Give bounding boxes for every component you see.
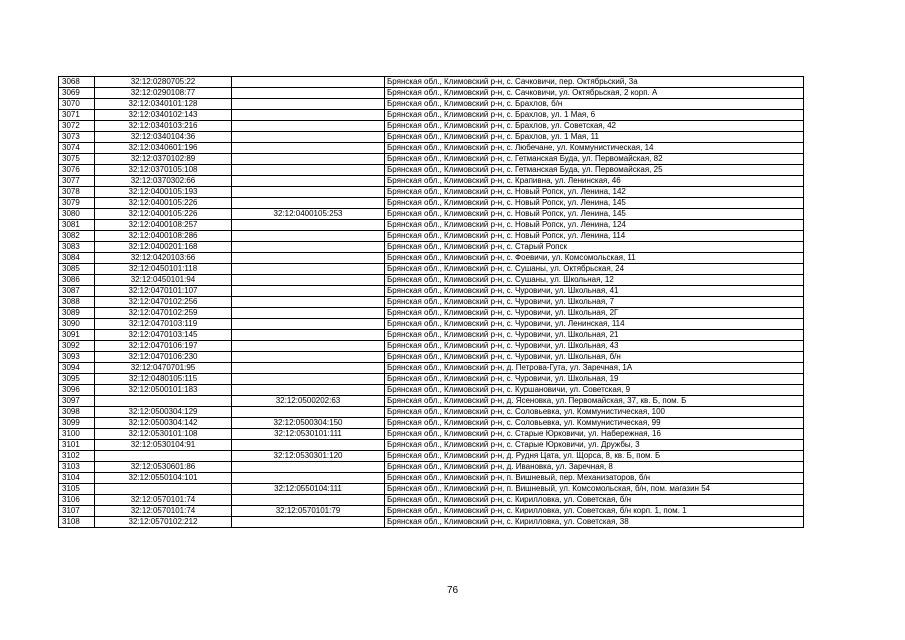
table-row bbox=[59, 473, 804, 484]
cadastral-number-cell: 32:12:0340103:216 bbox=[95, 121, 232, 132]
row-number-cell: 3072 bbox=[59, 121, 95, 132]
cadastral-number-cell bbox=[95, 396, 232, 407]
related-cadastral-number-cell bbox=[232, 121, 385, 132]
table-row bbox=[59, 429, 804, 440]
table-row bbox=[59, 242, 804, 253]
row-number-cell: 3086 bbox=[59, 275, 95, 286]
address-cell: Брянская обл., Климовский р-н, с. Старые Юрковичи, ул. Дружбы, 3 bbox=[385, 440, 804, 451]
row-number-cell: 3108 bbox=[59, 517, 95, 528]
row-number-cell: 3098 bbox=[59, 407, 95, 418]
related-cadastral-number-cell bbox=[232, 275, 385, 286]
cadastral-number-cell: 32:12:0470102:259 bbox=[95, 308, 232, 319]
address-cell: Брянская обл., Климовский р-н, д. Рудня Цата, ул. Щорса, 8, кв. Б, пом. Б bbox=[385, 451, 804, 462]
cadastral-number-cell: 32:12:0470101:107 bbox=[95, 286, 232, 297]
table-row bbox=[59, 231, 804, 242]
related-cadastral-number-cell: 32:12:0570101:79 bbox=[232, 506, 385, 517]
address-cell: Брянская обл., Климовский р-н, с. Соловьевка, ул. Коммунистическая, 99 bbox=[385, 418, 804, 429]
table-row bbox=[59, 253, 804, 264]
cadastral-number-cell: 32:12:0530104:91 bbox=[95, 440, 232, 451]
table-row bbox=[59, 132, 804, 143]
address-cell: Брянская обл., Климовский р-н, с. Кирилловка, ул. Советская, б/н корп. 1, пом. 1 bbox=[385, 506, 804, 517]
related-cadastral-number-cell bbox=[232, 165, 385, 176]
cadastral-number-cell: 32:12:0470106:197 bbox=[95, 341, 232, 352]
address-cell: Брянская обл., Климовский р-н, с. Чуровичи, ул. Школьная, 43 bbox=[385, 341, 804, 352]
address-cell: Брянская обл., Климовский р-н, с. Куршановичи, ул. Советская, 9 bbox=[385, 385, 804, 396]
related-cadastral-number-cell bbox=[232, 495, 385, 506]
row-number-cell: 3071 bbox=[59, 110, 95, 121]
row-number-cell: 3091 bbox=[59, 330, 95, 341]
table-row bbox=[59, 264, 804, 275]
row-number-cell: 3087 bbox=[59, 286, 95, 297]
row-number-cell: 3073 bbox=[59, 132, 95, 143]
related-cadastral-number-cell bbox=[232, 198, 385, 209]
row-number-cell: 3084 bbox=[59, 253, 95, 264]
address-cell: Брянская обл., Климовский р-н, д. Ивановка, ул. Заречная, 8 bbox=[385, 462, 804, 473]
cadastral-number-cell: 32:12:0400105:193 bbox=[95, 187, 232, 198]
cadastral-number-cell: 32:12:0280705:22 bbox=[95, 77, 232, 88]
cadastral-number-cell: 32:12:0500304:129 bbox=[95, 407, 232, 418]
related-cadastral-number-cell: 32:12:0400105:253 bbox=[232, 209, 385, 220]
address-cell: Брянская обл., Климовский р-н, с. Новый Ропск, ул. Ленина, 124 bbox=[385, 220, 804, 231]
address-cell: Брянская обл., Климовский р-н, с. Брахлов, ул. Советская, 42 bbox=[385, 121, 804, 132]
address-cell: Брянская обл., Климовский р-н, с. Чуровичи, ул. Школьная, 41 bbox=[385, 286, 804, 297]
table-row bbox=[59, 418, 804, 429]
cadastral-number-cell: 32:12:0340104:36 bbox=[95, 132, 232, 143]
address-cell: Брянская обл., Климовский р-н, с. Сушаны, ул. Октябрьская, 24 bbox=[385, 264, 804, 275]
row-number-cell: 3074 bbox=[59, 143, 95, 154]
cadastral-number-cell: 32:12:0470106:230 bbox=[95, 352, 232, 363]
related-cadastral-number-cell bbox=[232, 187, 385, 198]
cadastral-number-cell: 32:12:0500304:142 bbox=[95, 418, 232, 429]
table-row bbox=[59, 286, 804, 297]
row-number-cell: 3083 bbox=[59, 242, 95, 253]
table-row bbox=[59, 451, 804, 462]
table-row bbox=[59, 319, 804, 330]
table-row bbox=[59, 440, 804, 451]
address-cell: Брянская обл., Климовский р-н, с. Чуровичи, ул. Школьная, 7 bbox=[385, 297, 804, 308]
row-number-cell: 3105 bbox=[59, 484, 95, 495]
table-row bbox=[59, 99, 804, 110]
address-cell: Брянская обл., Климовский р-н, с. Чуровичи, ул. Школьная, 21 bbox=[385, 330, 804, 341]
related-cadastral-number-cell: 32:12:0500304:150 bbox=[232, 418, 385, 429]
related-cadastral-number-cell bbox=[232, 154, 385, 165]
row-number-cell: 3081 bbox=[59, 220, 95, 231]
table-row bbox=[59, 154, 804, 165]
cadastral-number-cell: 32:12:0570102:212 bbox=[95, 517, 232, 528]
table-row bbox=[59, 396, 804, 407]
address-cell: Брянская обл., Климовский р-н, с. Сачковичи, пер. Октябрьский, 3а bbox=[385, 77, 804, 88]
table-row bbox=[59, 165, 804, 176]
address-cell: Брянская обл., Климовский р-н, с. Крапивна, ул. Ленинская, 46 bbox=[385, 176, 804, 187]
table-row bbox=[59, 297, 804, 308]
table-row bbox=[59, 209, 804, 220]
row-number-cell: 3078 bbox=[59, 187, 95, 198]
cadastral-number-cell: 32:12:0570101:74 bbox=[95, 495, 232, 506]
related-cadastral-number-cell bbox=[232, 99, 385, 110]
table-row bbox=[59, 77, 804, 88]
row-number-cell: 3092 bbox=[59, 341, 95, 352]
table-row bbox=[59, 143, 804, 154]
cadastral-number-cell bbox=[95, 451, 232, 462]
property-register-table bbox=[58, 76, 804, 528]
related-cadastral-number-cell bbox=[232, 440, 385, 451]
address-cell: Брянская обл., Климовский р-н, с. Новый Ропск, ул. Ленина, 114 bbox=[385, 231, 804, 242]
cadastral-number-cell: 32:12:0400108:286 bbox=[95, 231, 232, 242]
cadastral-number-cell: 32:12:0470103:145 bbox=[95, 330, 232, 341]
cadastral-number-cell: 32:12:0370302:66 bbox=[95, 176, 232, 187]
row-number-cell: 3070 bbox=[59, 99, 95, 110]
table-row bbox=[59, 462, 804, 473]
row-number-cell: 3080 bbox=[59, 209, 95, 220]
cadastral-number-cell: 32:12:0370105:108 bbox=[95, 165, 232, 176]
address-cell: Брянская обл., Климовский р-н, с. Новый Ропск, ул. Ленина, 145 bbox=[385, 198, 804, 209]
related-cadastral-number-cell bbox=[232, 220, 385, 231]
table-row bbox=[59, 220, 804, 231]
cadastral-number-cell: 32:12:0340102:143 bbox=[95, 110, 232, 121]
row-number-cell: 3099 bbox=[59, 418, 95, 429]
address-cell: Брянская обл., Климовский р-н, с. Чуровичи, ул. Школьная, 19 bbox=[385, 374, 804, 385]
related-cadastral-number-cell bbox=[232, 77, 385, 88]
cadastral-number-cell: 32:12:0470102:256 bbox=[95, 297, 232, 308]
row-number-cell: 3102 bbox=[59, 451, 95, 462]
related-cadastral-number-cell bbox=[232, 132, 385, 143]
related-cadastral-number-cell bbox=[232, 462, 385, 473]
related-cadastral-number-cell: 32:12:0500202:63 bbox=[232, 396, 385, 407]
table-row bbox=[59, 330, 804, 341]
row-number-cell: 3069 bbox=[59, 88, 95, 99]
table-row bbox=[59, 88, 804, 99]
related-cadastral-number-cell bbox=[232, 297, 385, 308]
cadastral-number-cell: 32:12:0370102:89 bbox=[95, 154, 232, 165]
cadastral-number-cell: 32:12:0550104:101 bbox=[95, 473, 232, 484]
address-cell: Брянская обл., Климовский р-н, с. Соловьевка, ул. Коммунистическая, 100 bbox=[385, 407, 804, 418]
address-cell: Брянская обл., Климовский р-н, с. Брахлов, ул. 1 Мая, 11 bbox=[385, 132, 804, 143]
related-cadastral-number-cell bbox=[232, 473, 385, 484]
address-cell: Брянская обл., Климовский р-н, с. Новый Ропск, ул. Ленина, 142 bbox=[385, 187, 804, 198]
related-cadastral-number-cell bbox=[232, 264, 385, 275]
table-row bbox=[59, 110, 804, 121]
related-cadastral-number-cell bbox=[232, 110, 385, 121]
address-cell: Брянская обл., Климовский р-н, с. Чуровичи, ул. Школьная, б/н bbox=[385, 352, 804, 363]
row-number-cell: 3096 bbox=[59, 385, 95, 396]
cadastral-number-cell: 32:12:0450101:94 bbox=[95, 275, 232, 286]
table-row bbox=[59, 484, 804, 495]
table-row bbox=[59, 308, 804, 319]
table-row bbox=[59, 407, 804, 418]
address-cell: Брянская обл., Климовский р-н, с. Чуровичи, ул. Ленинская, 114 bbox=[385, 319, 804, 330]
address-cell: Брянская обл., Климовский р-н, с. Новый Ропск, ул. Ленина, 145 bbox=[385, 209, 804, 220]
related-cadastral-number-cell bbox=[232, 352, 385, 363]
cadastral-number-cell: 32:12:0480105:115 bbox=[95, 374, 232, 385]
cadastral-number-cell: 32:12:0400105:226 bbox=[95, 198, 232, 209]
related-cadastral-number-cell bbox=[232, 374, 385, 385]
row-number-cell: 3089 bbox=[59, 308, 95, 319]
address-cell: Брянская обл., Климовский р-н, д. Ясеновка, ул. Первомайская, 37, кв. Б, пом. Б bbox=[385, 396, 804, 407]
row-number-cell: 3075 bbox=[59, 154, 95, 165]
row-number-cell: 3106 bbox=[59, 495, 95, 506]
related-cadastral-number-cell bbox=[232, 286, 385, 297]
table-row bbox=[59, 385, 804, 396]
cadastral-number-cell: 32:12:0340601:196 bbox=[95, 143, 232, 154]
cadastral-number-cell: 32:12:0400105:226 bbox=[95, 209, 232, 220]
related-cadastral-number-cell bbox=[232, 341, 385, 352]
related-cadastral-number-cell bbox=[232, 231, 385, 242]
table-row bbox=[59, 363, 804, 374]
cadastral-number-cell: 32:12:0470103:119 bbox=[95, 319, 232, 330]
cadastral-number-cell: 32:12:0290108:77 bbox=[95, 88, 232, 99]
row-number-cell: 3103 bbox=[59, 462, 95, 473]
page-number: 76 bbox=[446, 585, 459, 596]
row-number-cell: 3101 bbox=[59, 440, 95, 451]
cadastral-number-cell: 32:12:0570101:74 bbox=[95, 506, 232, 517]
row-number-cell: 3068 bbox=[59, 77, 95, 88]
cadastral-number-cell: 32:12:0500101:183 bbox=[95, 385, 232, 396]
row-number-cell: 3100 bbox=[59, 429, 95, 440]
row-number-cell: 3090 bbox=[59, 319, 95, 330]
cadastral-number-cell bbox=[95, 484, 232, 495]
row-number-cell: 3077 bbox=[59, 176, 95, 187]
table-row bbox=[59, 506, 804, 517]
address-cell: Брянская обл., Климовский р-н, с. Гетманская Буда, ул. Первомайская, 82 bbox=[385, 154, 804, 165]
row-number-cell: 3088 bbox=[59, 297, 95, 308]
address-cell: Брянская обл., Климовский р-н, с. Старый Ропск bbox=[385, 242, 804, 253]
row-number-cell: 3097 bbox=[59, 396, 95, 407]
row-number-cell: 3094 bbox=[59, 363, 95, 374]
cadastral-number-cell: 32:12:0420103:66 bbox=[95, 253, 232, 264]
related-cadastral-number-cell: 32:12:0550104:111 bbox=[232, 484, 385, 495]
row-number-cell: 3076 bbox=[59, 165, 95, 176]
table-row bbox=[59, 352, 804, 363]
address-cell: Брянская обл., Климовский р-н, с. Брахлов, ул. 1 Мая, 6 bbox=[385, 110, 804, 121]
row-number-cell: 3085 bbox=[59, 264, 95, 275]
related-cadastral-number-cell bbox=[232, 176, 385, 187]
table-row bbox=[59, 176, 804, 187]
table-row bbox=[59, 517, 804, 528]
cadastral-number-cell: 32:12:0400201:168 bbox=[95, 242, 232, 253]
address-cell: Брянская обл., Климовский р-н, с. Чуровичи, ул. Школьная, 2Г bbox=[385, 308, 804, 319]
table-row bbox=[59, 495, 804, 506]
related-cadastral-number-cell bbox=[232, 517, 385, 528]
address-cell: Брянская обл., Климовский р-н, с. Сачковичи, ул. Октябрьская, 2 корп. А bbox=[385, 88, 804, 99]
address-cell: Брянская обл., Климовский р-н, д. Петрова-Гута, ул. Заречная, 1А bbox=[385, 363, 804, 374]
table-row bbox=[59, 374, 804, 385]
address-cell: Брянская обл., Климовский р-н, п. Вишневый, ул. Комсомольская, б/н, пом. магазин 54 bbox=[385, 484, 804, 495]
related-cadastral-number-cell bbox=[232, 308, 385, 319]
related-cadastral-number-cell bbox=[232, 407, 385, 418]
table-row bbox=[59, 121, 804, 132]
row-number-cell: 3104 bbox=[59, 473, 95, 484]
row-number-cell: 3107 bbox=[59, 506, 95, 517]
address-cell: Брянская обл., Климовский р-н, п. Вишневый, пер. Механизаторов, б/н bbox=[385, 473, 804, 484]
row-number-cell: 3093 bbox=[59, 352, 95, 363]
related-cadastral-number-cell bbox=[232, 88, 385, 99]
row-number-cell: 3079 bbox=[59, 198, 95, 209]
address-cell: Брянская обл., Климовский р-н, с. Любечане, ул. Коммунистическая, 14 bbox=[385, 143, 804, 154]
related-cadastral-number-cell bbox=[232, 143, 385, 154]
table-row bbox=[59, 187, 804, 198]
address-cell: Брянская обл., Климовский р-н, с. Сушаны, ул. Школьная, 12 bbox=[385, 275, 804, 286]
related-cadastral-number-cell bbox=[232, 363, 385, 374]
row-number-cell: 3095 bbox=[59, 374, 95, 385]
related-cadastral-number-cell: 32:12:0530301:120 bbox=[232, 451, 385, 462]
table-row bbox=[59, 198, 804, 209]
related-cadastral-number-cell bbox=[232, 319, 385, 330]
address-cell: Брянская обл., Климовский р-н, с. Фоевичи, ул. Комсомольская, 11 bbox=[385, 253, 804, 264]
cadastral-number-cell: 32:12:0340101:128 bbox=[95, 99, 232, 110]
cadastral-number-cell: 32:12:0400108:257 bbox=[95, 220, 232, 231]
cadastral-number-cell: 32:12:0470701:95 bbox=[95, 363, 232, 374]
related-cadastral-number-cell bbox=[232, 242, 385, 253]
cadastral-number-cell: 32:12:0450101:118 bbox=[95, 264, 232, 275]
address-cell: Брянская обл., Климовский р-н, с. Брахлов, б/н bbox=[385, 99, 804, 110]
address-cell: Брянская обл., Климовский р-н, с. Кирилловка, ул. Советская, 38 bbox=[385, 517, 804, 528]
table-row bbox=[59, 275, 804, 286]
cadastral-number-cell: 32:12:0530101:108 bbox=[95, 429, 232, 440]
related-cadastral-number-cell bbox=[232, 385, 385, 396]
table-row bbox=[59, 341, 804, 352]
table-body bbox=[59, 77, 804, 528]
related-cadastral-number-cell bbox=[232, 330, 385, 341]
address-cell: Брянская обл., Климовский р-н, с. Старые Юрковичи, ул. Набережная, 16 bbox=[385, 429, 804, 440]
related-cadastral-number-cell: 32:12:0530101:111 bbox=[232, 429, 385, 440]
address-cell: Брянская обл., Климовский р-н, с. Кирилловка, ул. Советская, б/н bbox=[385, 495, 804, 506]
related-cadastral-number-cell bbox=[232, 253, 385, 264]
address-cell: Брянская обл., Климовский р-н, с. Гетманская Буда, ул. Первомайская, 25 bbox=[385, 165, 804, 176]
cadastral-number-cell: 32:12:0530601:86 bbox=[95, 462, 232, 473]
row-number-cell: 3082 bbox=[59, 231, 95, 242]
